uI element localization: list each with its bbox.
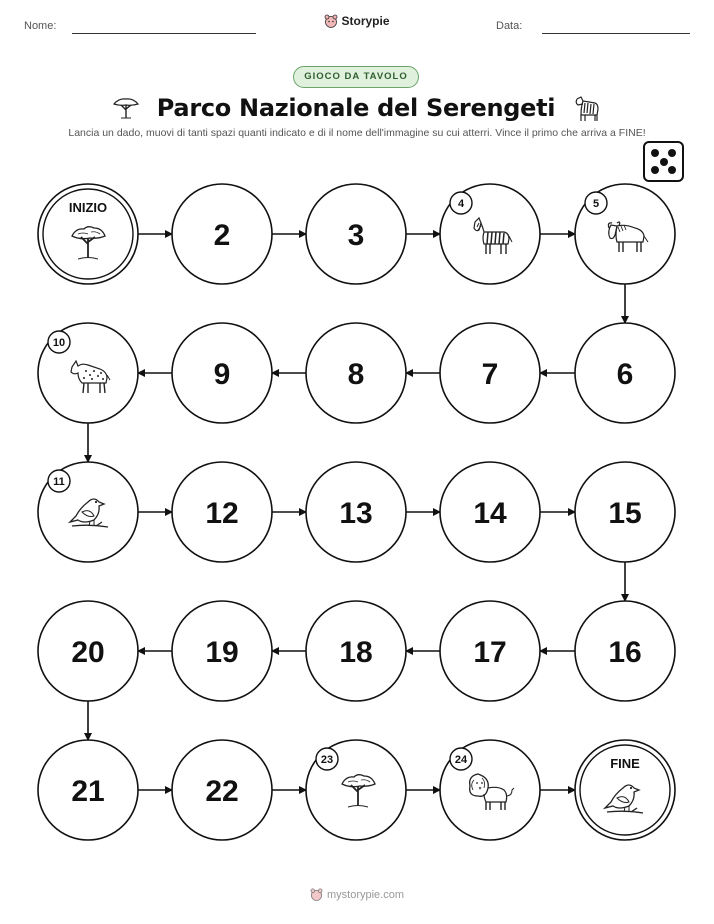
board-space-24[interactable] bbox=[440, 740, 540, 840]
board-space-19[interactable] bbox=[172, 601, 272, 701]
space-number: 2 bbox=[213, 219, 231, 252]
space-circle bbox=[575, 740, 675, 840]
board-space-23[interactable] bbox=[306, 740, 406, 840]
board-space-9[interactable] bbox=[172, 323, 272, 423]
space-number: 14 bbox=[473, 497, 507, 530]
category-tag: GIOCO DA TAVOLO bbox=[293, 66, 419, 88]
page-title: Parco Nazionale del Serengeti bbox=[156, 94, 556, 122]
space-number: 13 bbox=[339, 497, 373, 530]
board-space-12[interactable] bbox=[172, 462, 272, 562]
board-space-14[interactable] bbox=[440, 462, 540, 562]
space-number: 5 bbox=[592, 198, 600, 210]
finish-label: FINE bbox=[610, 756, 640, 771]
board-space-20[interactable] bbox=[38, 601, 138, 701]
board-space-21[interactable] bbox=[38, 740, 138, 840]
space-number: 3 bbox=[347, 219, 365, 252]
space-number: 23 bbox=[320, 754, 334, 766]
board-space-6[interactable] bbox=[575, 323, 675, 423]
space-number: 8 bbox=[347, 358, 365, 391]
space-number: 19 bbox=[205, 636, 239, 669]
board-space-13[interactable] bbox=[306, 462, 406, 562]
space-number: 15 bbox=[608, 497, 642, 530]
board-space-5[interactable] bbox=[575, 184, 675, 284]
board-space-17[interactable] bbox=[440, 601, 540, 701]
space-number: 6 bbox=[616, 358, 634, 391]
footer bbox=[0, 888, 714, 901]
board-space-1[interactable] bbox=[38, 184, 138, 284]
board-space-22[interactable] bbox=[172, 740, 272, 840]
board-space-4[interactable] bbox=[440, 184, 540, 284]
space-number: 7 bbox=[481, 358, 499, 391]
space-number: 10 bbox=[52, 337, 66, 349]
board-space-15[interactable] bbox=[575, 462, 675, 562]
brand-name: Storypie bbox=[341, 14, 390, 28]
space-number: 9 bbox=[213, 358, 231, 391]
date-label: Data: bbox=[496, 20, 523, 32]
space-number: 21 bbox=[71, 775, 105, 808]
space-number: 12 bbox=[205, 497, 239, 530]
space-number: 4 bbox=[457, 198, 465, 210]
board-space-18[interactable] bbox=[306, 601, 406, 701]
space-number: 22 bbox=[205, 775, 239, 808]
name-label: Nome: bbox=[24, 20, 57, 32]
space-number: 20 bbox=[71, 636, 105, 669]
board-space-2[interactable] bbox=[172, 184, 272, 284]
board-space-10[interactable] bbox=[38, 323, 138, 423]
space-number: 11 bbox=[53, 476, 65, 488]
board-space-7[interactable] bbox=[440, 323, 540, 423]
start-label: INIZIO bbox=[68, 200, 108, 215]
board-space-16[interactable] bbox=[575, 601, 675, 701]
board-space-8[interactable] bbox=[306, 323, 406, 423]
mascot-icon bbox=[310, 888, 323, 901]
space-number: 24 bbox=[454, 754, 468, 766]
space-number: 18 bbox=[339, 636, 373, 669]
board-space-11[interactable] bbox=[38, 462, 138, 562]
space-number: 16 bbox=[608, 636, 642, 669]
board-space-3[interactable] bbox=[306, 184, 406, 284]
board-space-25[interactable] bbox=[575, 740, 675, 840]
instructions: Lancia un dado, muovi di tanti spazi quanti indicato e di il nome dell'immagine su cui atterri. Vince il primo che arriva a FINE! bbox=[68, 127, 646, 139]
footer-url[interactable]: mystorypie.com bbox=[326, 889, 405, 901]
space-number: 17 bbox=[473, 636, 507, 669]
